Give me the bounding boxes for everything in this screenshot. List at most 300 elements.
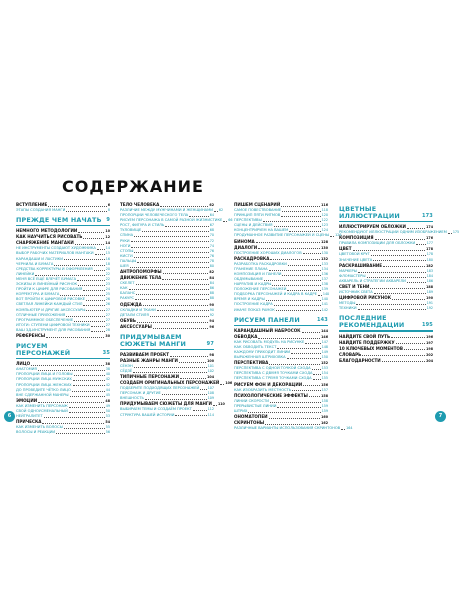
dot-leader (392, 299, 425, 300)
entry-page: 48 (105, 398, 110, 403)
entry-page: 153 (321, 366, 328, 371)
section-title: ПРИДУМЫВАЕМ СЮЖЕТЫ МАНГИ (120, 332, 187, 348)
dot-leader (200, 389, 207, 390)
entry-page: 49 (105, 403, 110, 408)
dot-leader (56, 433, 105, 434)
dot-leader (282, 211, 321, 212)
entry-page: 88 (209, 296, 214, 301)
dot-leader (265, 424, 320, 425)
dot-leader (143, 305, 209, 306)
entry-title: МАРКЕРЫ (339, 268, 357, 273)
entry-page: 123 (321, 223, 328, 228)
dot-leader (373, 260, 426, 261)
entry-title: ГРАНЕНИЕ ПЛАНА (234, 266, 268, 271)
entry-title: СТОПЫ (120, 248, 134, 253)
entry-title: РИСУЕМ ПЕРСОНАЖА В САМОЙ РАЗНОЙ ЖИЗНИСТИКЕ (120, 218, 223, 223)
section-rule (339, 221, 433, 222)
entry-title: КАК ИЗМЕНИТЬ ВОЛОСЫ (16, 425, 63, 430)
entry-page: 156 (321, 382, 328, 387)
entry-page: 86 (209, 286, 214, 291)
entry-page: 164 (346, 425, 353, 430)
entry-page: 66 (228, 218, 233, 223)
entry-title: КАЖДОМУ ПРИХОДИТ ЛИНИИ (234, 350, 291, 355)
entry-title: НАЙДИТЕ СВОЙ ПУТЬ (339, 333, 391, 339)
entry-title: НЕМНОГО МЕТОДОЛОГИИ (16, 228, 78, 234)
entry-title: НЕЙТРАЛИТЕТ (16, 414, 43, 419)
dot-leader (287, 358, 321, 359)
entry-title: РОСТ, ФИГУРА И СТИЛЬ (120, 223, 165, 228)
dot-leader (134, 257, 209, 258)
entry-page: 92 (209, 312, 214, 317)
entry-title: КАРАНДАШНЫЙ НАБРОСОК (234, 327, 301, 333)
entry-title: ОБДУМЫВАНИЕ (234, 276, 264, 281)
entry-page: 141 (321, 302, 328, 307)
entry-title: ВНЕ СДЕРЖАННОЙ МАНЕРЫ (16, 392, 69, 397)
dot-leader (277, 348, 320, 349)
entry-page: 101 (207, 363, 214, 368)
entry-title: БАЛАНС (120, 291, 136, 296)
dot-leader (318, 295, 322, 296)
entry-page: 6 (107, 203, 110, 207)
entry-page: 158 (321, 393, 328, 398)
entry-page: 137 (321, 276, 328, 281)
dot-leader (134, 236, 209, 237)
dot-leader (136, 284, 209, 285)
entry-title: РАЗЛИЧНЫЕ ВАРИАНТЫ ИСПОЛЬЗОВАНИЯ СКРИНТОНОВ (234, 425, 341, 430)
entry-page: 138 (321, 282, 328, 287)
entry-page: 38 (105, 367, 110, 372)
entry-page: 190 (426, 296, 433, 301)
entry-title: КАРАНДАШИ И ЛАСТИКИ (16, 256, 63, 261)
page-number-right: 7 (435, 411, 446, 422)
entry-title: ДЕТАЛИ СТИЛЯ (120, 312, 149, 317)
dot-leader (396, 343, 425, 344)
dot-leader (341, 429, 345, 430)
toc-column-2 (120, 202, 233, 418)
toc-entry (339, 358, 433, 364)
entry-page: 62 (218, 208, 224, 212)
entry-page: 14 (105, 241, 110, 246)
dot-leader (48, 206, 106, 207)
dot-leader (189, 216, 209, 217)
entry-page: 122 (321, 218, 328, 223)
entry-title: ПРОПОРЦИИ ЛИЦА МУЖСКИХ (16, 377, 72, 382)
dot-leader (75, 244, 105, 245)
entry-title: ПАЛЬЦЫ (120, 258, 137, 263)
dot-leader (83, 238, 104, 239)
entry-title: ЭТАПЫ СОЗДАНИЯ МАНГИ (16, 208, 66, 212)
entry-page: 53 (105, 414, 110, 419)
entry-page: 139 (321, 287, 328, 292)
dot-leader (287, 290, 320, 291)
entry-title: ИТОГИ: СТУПЕНИ ЦИФРОВОЙ ТЕХНИКИ (16, 322, 90, 327)
dot-leader (274, 305, 321, 306)
entry-title: СЛОВАРЬ (339, 351, 362, 357)
section-page: 35 (102, 349, 110, 356)
entry-page: 150 (321, 355, 328, 360)
entry-title: МЕНЯ ВСЁ ЕЩЁ ВЛЕЧЁТ БУМАГА (16, 276, 77, 281)
dot-leader (134, 252, 208, 253)
section-rule (339, 330, 433, 331)
dot-leader (256, 242, 320, 243)
entry-page: 42 (105, 382, 110, 387)
entry-title: ПЕРСОНАЖ И ДРУГИЕ (120, 391, 161, 396)
entry-page: 88 (209, 291, 214, 296)
dot-leader (74, 321, 105, 322)
dot-leader (223, 221, 227, 222)
entry-title: ТЕЛО ЧЕЛОВЕКА (120, 202, 160, 207)
entry-title: РЕФЕРЕНСЫ (16, 332, 46, 338)
entry-title: ЭСКИЗЫ И ЛИНЕЙНЫЙ РИСУНОК (16, 282, 78, 287)
entry-title: ВОЛОСЫ И РЕАКЦИИ (16, 430, 56, 435)
section-heading (339, 206, 433, 220)
entry-page: 147 (321, 339, 328, 344)
entry-page: 110 (217, 402, 225, 407)
entry-title: СЦЕНЫ И ДЕЙСТВИЯ (234, 223, 273, 228)
dot-leader (179, 362, 206, 363)
dot-leader (54, 265, 105, 266)
entry-page: 84 (209, 276, 214, 281)
entry-title: ВОТ ПРОЙТИ К ЦИФРОВОЙ РИСОВКЕ (16, 297, 85, 302)
dot-leader (272, 285, 320, 286)
section-rule (16, 225, 110, 226)
dot-leader (78, 232, 104, 233)
dot-leader (136, 294, 209, 295)
entry-title: ОБВОДКА (234, 333, 258, 339)
entry-page: 12 (105, 235, 110, 240)
entry-title: ПРОПОРЦИИ ЛИЦА ЖЕНСКИХ (16, 382, 72, 387)
entry-page: 160 (321, 414, 328, 419)
section-title: ПОСЛЕДНИЕ РЕКОМЕНДАЦИИ (339, 314, 405, 330)
dot-leader (391, 337, 425, 338)
dot-leader (44, 417, 105, 418)
dot-leader (129, 289, 209, 290)
entry-title: СЁДЗЁ (120, 369, 133, 374)
dot-leader (150, 316, 209, 317)
dot-leader (288, 265, 321, 266)
entry-title: ФЛОМАСТЕРЫ (339, 273, 366, 278)
toc-subentry (234, 425, 353, 431)
entry-page: 30 (105, 333, 110, 338)
entry-page: 76 (209, 253, 214, 258)
dot-leader (448, 233, 452, 234)
dot-leader (78, 285, 105, 286)
dot-leader (358, 309, 426, 310)
entry-page: 159 (321, 403, 328, 408)
entry-page: 70 (209, 233, 214, 238)
entry-page: 72 (209, 238, 214, 243)
dot-leader (269, 364, 320, 365)
dot-leader (83, 305, 104, 306)
dot-leader (42, 423, 104, 424)
entry-page: 112 (207, 407, 214, 412)
dot-leader (303, 385, 320, 386)
entry-title: КОНЦЕНТРИРУЕМ НА ВАШЕМ (234, 228, 289, 233)
dot-leader (367, 277, 426, 278)
entry-page: 102 (207, 369, 214, 374)
dot-leader (370, 288, 425, 289)
dot-leader (407, 282, 426, 283)
entry-title: ЛИНИИ СКОРОСТИ (234, 398, 269, 403)
dot-leader (292, 390, 321, 391)
dot-leader (302, 332, 321, 333)
entry-title: ПОДБОРКА ПЕРСОНАЖЕЙ И КАДРА В КАДРЕ (234, 292, 317, 297)
entry-title: 10 КЛЮЧЕВЫХ МОМЕНТОВ (339, 345, 403, 351)
entry-page: 15 (105, 251, 110, 256)
entry-title: ОДЕЖДА (120, 301, 142, 307)
entry-page: 136 (321, 271, 328, 276)
dot-leader (38, 370, 105, 371)
entry-title: БЛАГОДАРНОСТИ (339, 357, 381, 363)
dot-leader (264, 280, 321, 281)
entry-page: 152 (321, 361, 328, 366)
entry-page: 100 (207, 358, 214, 363)
entry-page: 45 (105, 392, 110, 397)
entry-title: РАКУРС (120, 296, 135, 301)
dot-leader (312, 369, 321, 370)
section-page: 97 (206, 340, 214, 347)
dot-leader (137, 262, 209, 263)
section-page: 143 (316, 316, 328, 323)
dot-leader (274, 226, 321, 227)
dot-leader (407, 228, 425, 229)
section-heading (234, 317, 328, 324)
dot-leader (130, 267, 209, 268)
dot-leader (31, 365, 104, 366)
section-title: ЦВЕТНЫЕ ИЛЛЮСТРАЦИИ (339, 205, 400, 220)
entry-page: 202 (426, 352, 433, 357)
toc-subentry (16, 430, 110, 435)
entry-title: НОГИ (120, 243, 131, 248)
entry-title: АКВАРЕЛЬ И СТРАТЕГИИ АКВАРЕЛИ (339, 278, 406, 283)
entry-page: 78 (209, 258, 214, 263)
entry-page: 23 (105, 282, 110, 287)
entry-title: СТРУКТУРА ВАШЕЙ ИСТОРИИ (120, 412, 175, 417)
entry-title: НАРРАТИВ И КАДРЫ (234, 282, 272, 287)
entry-page: 44 (105, 387, 110, 392)
entry-title: КАК ИЗМЕНИТЬ ПЕРСОНАЖ (16, 403, 68, 408)
entry-page: 155 (321, 376, 328, 381)
entry-title: ПРОДУМАННОЕ РАЗВИТИЕ ПЕРСОНАЖЕЙ И СЦЕНЫ (234, 233, 330, 238)
entry-title: КАК НАУЧИТЬСЯ РИСОВАТЬ (16, 234, 83, 240)
entry-title: РАЗЛИЧИЕ МЕЖДУ МУЖЧИНАМИ И ЖЕНЩИНАМИ (120, 208, 213, 212)
entry-title: РАЗВИВАЕМ ПРОЕКТ (120, 351, 170, 357)
entry-page: 188 (426, 284, 433, 289)
entry-page: 40 (105, 372, 110, 377)
entry-title: КАК ИЗОБРАЗИТЬ МЕСТНОСТЬ (234, 387, 292, 392)
entry-title: ЦВЕТОВОЙ КРУГ (339, 252, 370, 257)
entry-title: ПРОЙТИ К ЦИФРЕ ДЛЯ РИСОВАНИЯ (16, 287, 83, 292)
dot-leader (282, 275, 320, 276)
entry-title: ПРОПОРЦИИ ЛИЦА И ГОЛОВЫ (16, 372, 73, 377)
contents-title: СОДЕРЖАНИЕ (62, 177, 204, 196)
entry-title: ВСТУПЛЕНИЕ (16, 202, 48, 207)
entry-page: 130 (321, 250, 328, 255)
entry-title: ПЕРСПЕКТИВЫ (234, 218, 262, 223)
entry-page: 84 (209, 281, 214, 286)
entry-title: СЁНЭН (120, 363, 133, 368)
dot-leader (404, 349, 425, 350)
dot-leader (170, 356, 208, 357)
entry-page: 146 (321, 334, 328, 339)
dot-leader (214, 211, 218, 212)
dot-leader (137, 322, 208, 323)
entry-title: ИСТОЧНИК СВЕТА (339, 289, 373, 294)
dot-leader (263, 221, 321, 222)
dot-leader (281, 216, 320, 217)
entry-title: ОНОМАТОПЕИ (234, 413, 268, 419)
entry-title: КАК ОБВОДИТЬ ТЕКСТ (234, 344, 277, 349)
dot-leader (269, 270, 321, 271)
entry-title: ИНАЧЕ ПОКАЗ РАМОК (234, 307, 275, 312)
dot-leader (83, 290, 104, 291)
entry-page: 159 (321, 408, 328, 413)
entry-title: ОТЛИЧНЫЕ ПРИЛОЖЕНИЯ (16, 312, 66, 317)
entry-page: 148 (321, 344, 328, 349)
entry-title: РИСУЕМ ФОН И ДЕКОРАЦИИ (234, 381, 303, 387)
entry-title: ТИПИЧНЫЕ ПЕРСОНАЖИ (120, 374, 180, 380)
entry-page: 154 (321, 371, 328, 376)
entry-page: 42 (105, 377, 110, 382)
dot-leader (66, 316, 105, 317)
entry-page: 198 (426, 346, 433, 351)
toc-subentry (234, 308, 328, 313)
section-page: 9 (106, 217, 110, 224)
entry-title: СВОЙ ОДНОУСМЕНАЛЬНЫЙ (16, 408, 68, 413)
entry-title: ЗНАЧЕНИЕ ЦВЕТА (339, 257, 373, 262)
entry-title: АНАТОМИЯ (16, 367, 37, 372)
entry-page: 16 (105, 256, 110, 261)
dot-leader (213, 405, 217, 406)
entry-title: РЕКОМЕНДУЮТ ИЛЛЮСТРАЦИИ ОДНИМ ИЗОБРАЖЕНИЕМ (339, 230, 447, 235)
section-rule (16, 358, 110, 359)
entry-page: 22 (105, 271, 110, 276)
entry-page: 144 (321, 328, 328, 333)
dot-leader (91, 326, 105, 327)
entry-title: ДВИЖЕНИЕ ТЕЛА (120, 275, 162, 281)
entry-page: 76 (209, 248, 214, 253)
dot-leader (66, 211, 107, 212)
entry-page: 27 (105, 317, 110, 322)
entry-title: НЕ ИНСТРУМЕНТЫ СОЗДАЮТ ХУДОЖНИКА (16, 246, 96, 251)
section-title: РИСУЕМ ПАНЕЛИ (234, 315, 300, 324)
entry-title: ПРОГРАММНОЕ ОБЕСПЕЧЕНИЕ (16, 317, 74, 322)
entry-page: 176 (426, 236, 433, 241)
dot-leader (131, 241, 209, 242)
entry-page: 120 (321, 213, 328, 218)
dot-leader (180, 378, 206, 379)
dot-leader (46, 337, 104, 338)
entry-title: КОРРЕКТУРА И БУМАГА (16, 292, 60, 297)
entry-title: РАСКРАШИВАНИЕ (339, 262, 383, 268)
dot-leader (162, 394, 207, 395)
dot-leader (269, 418, 321, 419)
entry-page: 90 (209, 302, 214, 307)
entry-page: 177 (426, 241, 433, 246)
dot-leader (371, 255, 426, 256)
dot-leader (64, 259, 105, 260)
entry-page: 124 (321, 228, 328, 233)
entry-page: 107 (207, 386, 214, 391)
dot-leader (305, 343, 320, 344)
toc-subentry (16, 208, 110, 213)
entry-page: 20 (105, 266, 110, 271)
entry-title: ВЫБОР РАБОЧИХ МАТЕРИАЛОВ МАНГАКИ (16, 251, 94, 256)
dot-leader (91, 331, 104, 332)
dot-leader (258, 248, 320, 249)
dot-leader (313, 379, 321, 380)
entry-title: ПОДБЕРИТЕ ПОДХОДЯЩИХ ПЕРСОНАЖЕЙ (120, 386, 200, 391)
entry-page: 8 (107, 208, 110, 212)
entry-title: АКСЕССУАРЫ (120, 323, 152, 329)
entry-page: 22 (105, 276, 110, 281)
entry-title: КОМПЬЮТЕР И ДРУГИЕ АКСЕССУАРЫ (16, 307, 86, 312)
entry-title: ОБУВЬ (120, 317, 136, 323)
entry-page: 98 (209, 352, 214, 357)
entry-title: ПРОПОРЦИИ ЧЕЛОВЕЧЕСКОГО ТЕЛА (120, 213, 189, 218)
entry-page: 197 (426, 340, 433, 345)
entry-title: ПРИНЦИП ПЯТИ РИТМОВ (234, 213, 281, 218)
entry-page: 130 (321, 245, 328, 250)
entry-title: СРЕДСТВА КОРРЕКТУРЫ И ОФОРМЛЕНИЯ (16, 266, 93, 271)
entry-title: ТУЛОВИЩЕ (120, 228, 142, 233)
entry-page: 64 (209, 213, 214, 218)
entry-title: ПЕРСПЕКТИВА С ДВУМЯ ТОЧКАМИ СХОДА (234, 371, 313, 376)
entry-title: ЦВЕТ (339, 246, 352, 252)
entry-title: БИНОМА (234, 238, 255, 244)
entry-page: 55 (105, 425, 110, 430)
entry-page: 142 (321, 307, 328, 312)
entry-page: 82 (209, 270, 214, 275)
entry-page: 50 (105, 408, 110, 413)
dot-leader (248, 412, 320, 413)
toc-column-4 (339, 202, 459, 364)
entry-title: КОМПОЗИЦИЯ (339, 235, 374, 241)
dot-leader (60, 295, 104, 296)
dot-leader (145, 399, 207, 400)
entry-page: 183 (426, 268, 433, 273)
dot-leader (358, 272, 426, 273)
entry-title: РАЗНЫЕ ЖАНРЫ МАНГИ (120, 357, 178, 363)
entry-title: ЦИФРОВОЙ РИСУНОК (339, 295, 392, 301)
dot-leader (86, 310, 104, 311)
entry-title: ПОСТРОЕНИЕ КАДРА (234, 302, 273, 307)
entry-page: 175 (452, 230, 459, 235)
entry-title: ВАШ 3Д-ИНСТРУМЕНТ ДЛЯ РИСОВАНИЯ (16, 327, 91, 332)
entry-page: 140 (321, 297, 328, 302)
dot-leader (165, 226, 208, 227)
entry-title: ПРИЧЕСКА (16, 419, 42, 425)
entry-page: 54 (105, 420, 110, 425)
dot-leader (86, 300, 105, 301)
dot-leader (276, 310, 321, 311)
dot-leader (72, 391, 105, 392)
entry-title: АНТРОПОМОРФЫ (120, 269, 162, 275)
entry-page: 204 (426, 358, 433, 363)
dot-leader (135, 299, 209, 300)
entry-title: ПРАВИЛА КОМПОЗИЦИИ ДЛЯ ОБЛОЖКИ (339, 241, 416, 246)
entry-page: 24 (105, 287, 110, 292)
entry-title: ТЕХНИКИ (339, 306, 357, 311)
entry-page: 126 (335, 233, 342, 238)
toc-entry (120, 324, 214, 330)
entry-page: 108 (207, 391, 214, 396)
entry-title: ШЕЯ (120, 264, 129, 269)
entry-page: 14 (105, 246, 110, 251)
dot-leader (270, 259, 320, 260)
entry-page: 67 (209, 223, 214, 228)
entry-title: СКЕЛЕТ (120, 281, 135, 286)
